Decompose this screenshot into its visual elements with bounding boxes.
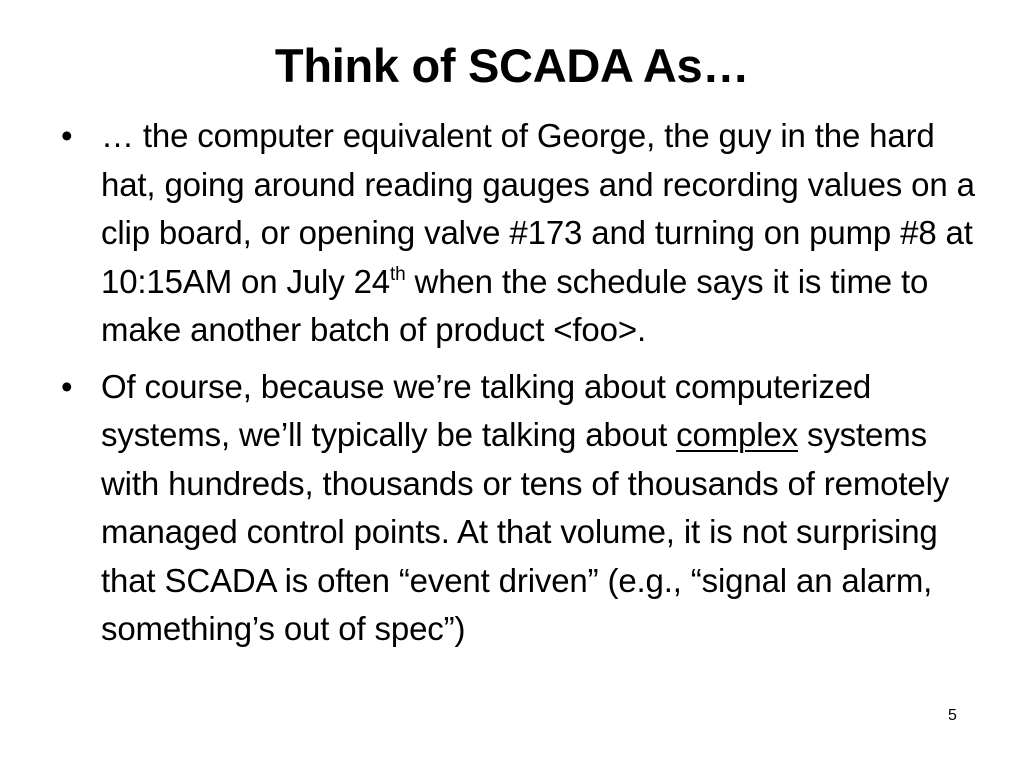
underlined-emphasis: complex <box>676 416 798 453</box>
bullet-text-part: when the schedule says it is time to make another batch of product <foo>. <box>101 262 929 348</box>
bullet-text-part: systems with hundreds, thousands or tens of thousands of remotely managed control points. At that volume, it is not surprising that SCADA is often “event driven” (e.g., “signal an alarm, something’s out of spec”) <box>101 416 950 647</box>
bullet-item <box>0 112 1024 355</box>
slide-number: 5 <box>948 707 957 724</box>
bullet-text-part: … the computer equivalent of George, the guy in the hard hat, going around reading gauges and recording values on a clip board, or opening valve #173 and turning on pump #8 at 10:15AM on July 24 <box>101 117 975 300</box>
bullet-marker: • <box>61 117 73 154</box>
bullet-text-part: Of course, because we’re talking about computerized systems, we’ll typically be talking about <box>101 367 872 453</box>
bullet-text <box>101 112 981 355</box>
bullet-marker: • <box>61 367 73 405</box>
bullet-list <box>0 112 1024 662</box>
bullet-text <box>101 363 981 654</box>
superscript-ordinal: th <box>389 263 406 285</box>
bullet-item <box>0 363 1024 654</box>
slide-title: Think of SCADA As… <box>274 39 750 92</box>
